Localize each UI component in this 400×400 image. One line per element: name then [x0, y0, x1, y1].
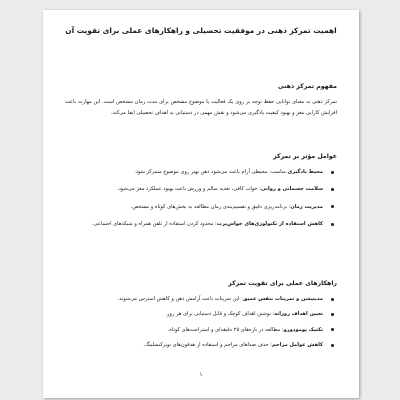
bullet-icon: [331, 205, 334, 208]
bullet-icon: [331, 328, 334, 331]
bullet-icon: [331, 188, 334, 191]
list-item: [65, 219, 337, 229]
item-bold-label: سلامت جسمانی و روانی: [260, 186, 323, 193]
item-bold-label: کاهش استفاده از تکنولوژی‌های حواس‌پرت: [216, 221, 323, 228]
item-text: مناسب: محیطی آرام باعث می‌شود ذهن بهتر روی موضوع متمرکز شود.: [134, 169, 288, 175]
list-item: [65, 309, 337, 319]
item-text: : محدود کردن استفاده از تلفن همراه و شبکه‌های اجتماعی.: [92, 221, 217, 228]
section-title: عوامل مؤثر بر تمرکز: [273, 153, 337, 160]
document-title: اهمیت تمرکز ذهنی در موفقیت تحصیلی و راهکارهای عملی برای تقویت آن: [65, 26, 337, 35]
strategy-list: [65, 294, 337, 351]
item-text: : این تمرینات باعث آرامش ذهن و کاهش استرس می‌شوند.: [117, 296, 243, 302]
list-item: [65, 167, 337, 177]
section-title: مفهوم تمرکز ذهنی: [277, 83, 337, 90]
list-item: [65, 184, 337, 194]
bullet-icon: [331, 223, 334, 226]
list-item: [65, 294, 337, 304]
list-item: [65, 340, 337, 350]
page-content: [65, 26, 337, 349]
document-page: [43, 10, 359, 398]
list-item: [65, 202, 337, 212]
bullet-icon: [331, 171, 334, 174]
item-text: : نوشتن اهداف کوچک و قابل دستیابی برای هر روز.: [165, 311, 275, 318]
item-bold-label: کاهش عوامل مزاحم: [271, 342, 323, 349]
item-bold-label: مدیتیشن و تمرینات تنفس عمیق: [242, 296, 323, 302]
item-bold-label: محیط یادگیری: [287, 169, 323, 175]
item-bold-label: مدیریت زمان: [290, 203, 323, 210]
item-text: : برنامه‌ریزی دقیق و تقسیم‌بندی زمان مطالعه به بخش‌های کوتاه و مشخص.: [130, 203, 291, 210]
page-number: ۱: [199, 372, 203, 378]
bullet-icon: [331, 344, 334, 347]
item-bold-label: تعیین اهداف روزانه: [274, 311, 323, 318]
section-title: راهکارهای عملی برای تقویت تمرکز: [228, 280, 337, 287]
section-strategies: [65, 279, 337, 356]
item-text: : حذف صداهای مزاحم و استفاده از هدفون‌های نویزکنسلینگ.: [143, 342, 272, 349]
list-item: [65, 325, 337, 335]
item-text: : خواب کافی، تغذیه سالم و ورزش باعث بهبود عملکرد مغز می‌شود.: [117, 186, 261, 193]
bullet-icon: [331, 298, 334, 301]
section-paragraph: تمرکز ذهنی به معنای توانایی حفظ توجه بر روی یک فعالیت یا موضوع مشخص برای مدت زمان مشخص است. این مهارت باعث افزایش کارایی مغز و بهبود کیفیت یادگیری می‌شود و نقش مهمی در دستیابی به اهداف تحصیلی ایفا می‌کند.: [65, 99, 337, 116]
item-text: : مطالعه در بازه‌های ۲۵ دقیقه‌ای و استراحت‌های کوتاه.: [167, 326, 284, 333]
factor-list: [65, 167, 337, 230]
section-factors: [65, 152, 337, 237]
bullet-icon: [331, 313, 334, 316]
section-concept: [65, 82, 337, 118]
item-bold-label: تکنیک پومودورو: [283, 326, 323, 333]
